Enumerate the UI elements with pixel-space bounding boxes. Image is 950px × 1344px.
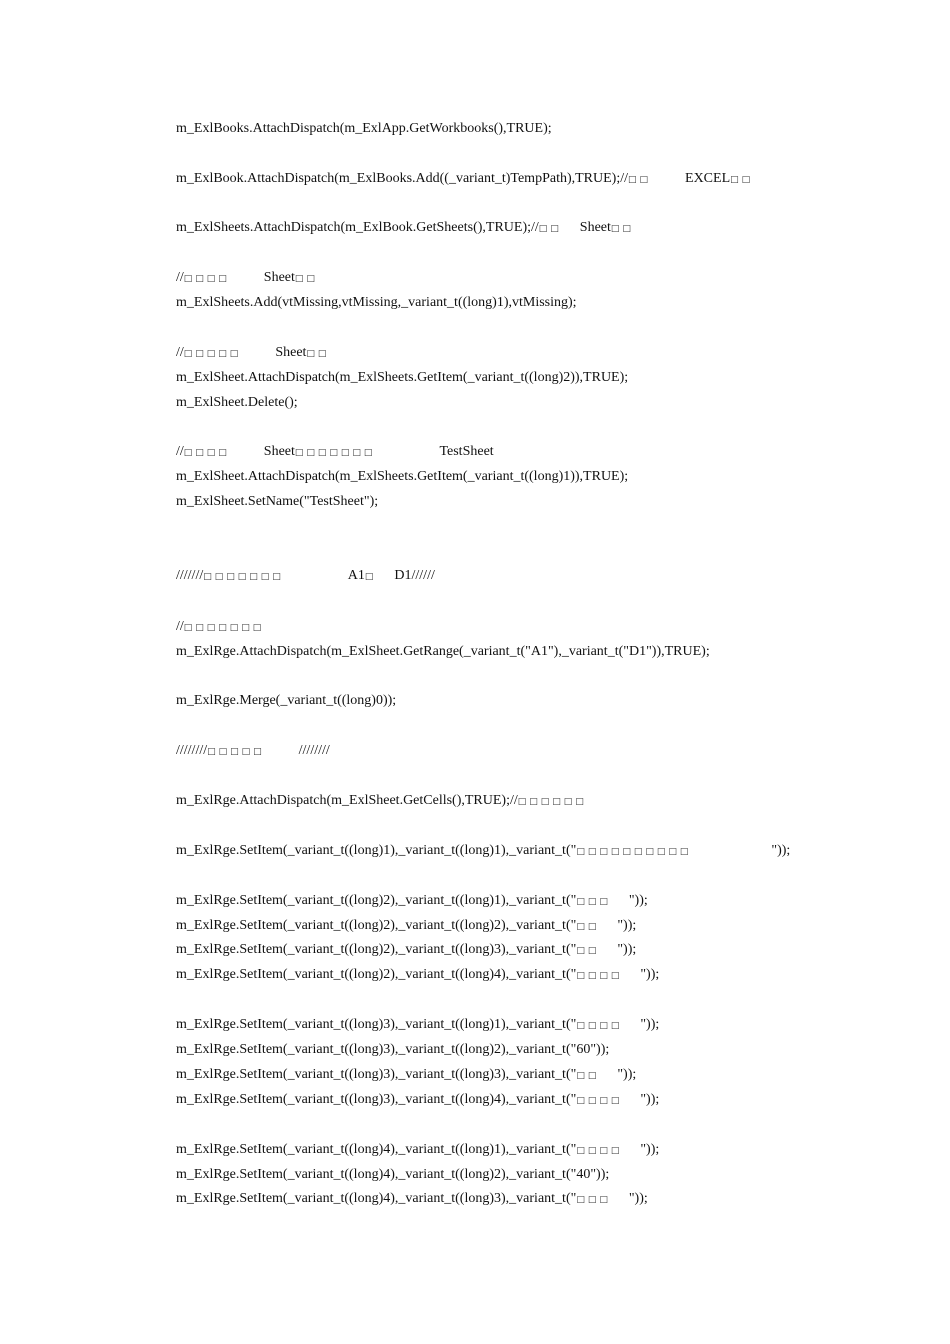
code-line: m_ExlRge.SetItem(_variant_t((long)3),_variant_t((long)4),_variant_t("□□□□ ")); xyxy=(176,1092,660,1107)
code-line: m_ExlSheets.Add(vtMissing,vtMissing,_variant_t((long)1),vtMissing); xyxy=(176,295,577,310)
code-line: m_ExlSheet.AttachDispatch(m_ExlSheets.GetItem(_variant_t((long)1)),TRUE); xyxy=(176,469,629,484)
code-line: m_ExlSheet.Delete(); xyxy=(176,395,298,410)
comment-line: ///////□□□□□□□ A1□ D1////// xyxy=(176,568,435,583)
code-line: m_ExlSheet.SetName("TestSheet"); xyxy=(176,494,379,509)
comment-line: //□□□□ Sheet□□ xyxy=(176,270,318,285)
code-line: m_ExlRge.SetItem(_variant_t((long)4),_variant_t((long)2),_variant_t("40")); xyxy=(176,1167,610,1182)
code-line: m_ExlRge.SetItem(_variant_t((long)1),_variant_t((long)1),_variant_t("□□□□□□□□□□ ")); xyxy=(176,843,791,858)
code-line: m_ExlRge.AttachDispatch(m_ExlSheet.GetCells(),TRUE);//□□□□□□ xyxy=(176,793,587,808)
code-line: m_ExlRge.SetItem(_variant_t((long)2),_variant_t((long)4),_variant_t("□□□□ ")); xyxy=(176,967,660,982)
code-line: m_ExlRge.SetItem(_variant_t((long)2),_variant_t((long)1),_variant_t("□□□ ")); xyxy=(176,893,648,908)
code-line: m_ExlRge.AttachDispatch(m_ExlSheet.GetRange(_variant_t("A1"),_variant_t("D1")),TRUE); xyxy=(176,644,710,659)
code-line: m_ExlRge.Merge(_variant_t((long)0)); xyxy=(176,693,397,708)
code-line: m_ExlSheet.AttachDispatch(m_ExlSheets.GetItem(_variant_t((long)2)),TRUE); xyxy=(176,370,629,385)
code-line: m_ExlRge.SetItem(_variant_t((long)4),_variant_t((long)3),_variant_t("□□□ ")); xyxy=(176,1191,648,1206)
code-line: m_ExlRge.SetItem(_variant_t((long)2),_variant_t((long)3),_variant_t("□□ ")); xyxy=(176,942,637,957)
code-line: m_ExlRge.SetItem(_variant_t((long)3),_variant_t((long)1),_variant_t("□□□□ ")); xyxy=(176,1017,660,1032)
code-line: m_ExlRge.SetItem(_variant_t((long)3),_variant_t((long)3),_variant_t("□□ ")); xyxy=(176,1067,637,1082)
code-line: m_ExlSheets.AttachDispatch(m_ExlBook.GetSheets(),TRUE);//□□ Sheet□□ xyxy=(176,220,634,235)
comment-line: //□□□□□□□ xyxy=(176,619,265,634)
code-line: m_ExlBook.AttachDispatch(m_ExlBooks.Add((_variant_t)TempPath),TRUE);//□□ EXCEL□□ xyxy=(176,171,754,186)
comment-line: //□□□□□ Sheet□□ xyxy=(176,345,330,360)
code-line: m_ExlRge.SetItem(_variant_t((long)4),_variant_t((long)1),_variant_t("□□□□ ")); xyxy=(176,1142,660,1157)
comment-line: //□□□□ Sheet□□□□□□□ TestSheet xyxy=(176,444,494,459)
code-line: m_ExlBooks.AttachDispatch(m_ExlApp.GetWorkbooks(),TRUE); xyxy=(176,121,552,136)
code-line: m_ExlRge.SetItem(_variant_t((long)2),_variant_t((long)2),_variant_t("□□ ")); xyxy=(176,918,637,933)
code-line: m_ExlRge.SetItem(_variant_t((long)3),_variant_t((long)2),_variant_t("60")); xyxy=(176,1042,610,1057)
comment-line: ////////□□□□□ //////// xyxy=(176,743,330,758)
